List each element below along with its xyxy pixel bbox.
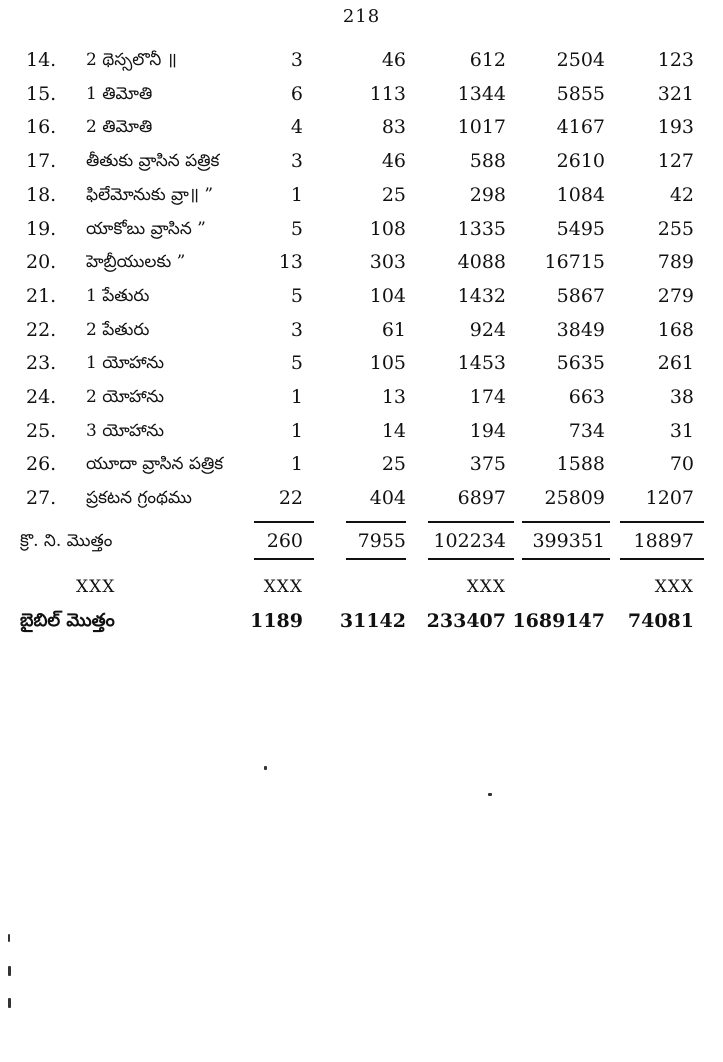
words: 1335 <box>457 217 506 240</box>
verses: 105 <box>369 352 406 375</box>
words: 1344 <box>457 82 506 105</box>
book-name: 1 యోహాను <box>86 353 165 374</box>
chapters: 3 <box>290 150 303 173</box>
table-row <box>0 178 723 212</box>
row-number: 18. <box>26 183 57 206</box>
subtotal-words: 102234 <box>433 530 506 552</box>
letters: 4167 <box>556 116 605 139</box>
words: 194 <box>469 419 506 442</box>
row-number: 25. <box>26 419 57 442</box>
grand-total-words: 233407 <box>426 610 506 632</box>
row-number: 15. <box>26 82 57 105</box>
subtotal-letters: 399351 <box>532 530 605 552</box>
lines: 127 <box>657 150 694 173</box>
letters: 1588 <box>556 453 605 476</box>
book-name: యూదా వ్రాసిన పత్రిక <box>86 454 224 475</box>
grand-total-chapters: 1189 <box>250 610 303 632</box>
rule-top-c4 <box>522 521 610 523</box>
letters: 3849 <box>556 318 605 341</box>
words: 298 <box>469 183 506 206</box>
letters: 25809 <box>544 487 605 510</box>
subtotal-row <box>0 524 723 558</box>
xxx-c1: XXX <box>263 577 303 597</box>
subtotal-chapters: 260 <box>266 530 303 552</box>
book-name: 3 యోహాను <box>86 420 165 441</box>
chapters: 5 <box>290 352 303 375</box>
letters: 663 <box>568 386 605 408</box>
subtotal-verses: 7955 <box>357 530 406 552</box>
row-number: 14. <box>26 49 57 71</box>
rule-bottom-c2 <box>346 558 406 560</box>
table-row <box>0 110 723 144</box>
words: 924 <box>469 318 506 341</box>
words: 1453 <box>457 352 506 375</box>
verses: 83 <box>381 116 406 139</box>
rule-bottom-c5 <box>620 558 704 560</box>
chapters: 1 <box>290 453 303 476</box>
grand-total-verses: 31142 <box>339 610 406 632</box>
grand-total-letters: 1689147 <box>512 610 605 632</box>
lines: 321 <box>657 82 694 105</box>
book-name: 1 పేతురు <box>86 285 150 306</box>
xxx-c5: XXX <box>654 577 694 597</box>
chapters: 13 <box>278 251 303 274</box>
scan-speck <box>264 766 267 770</box>
table-row <box>0 144 723 178</box>
subtotal-lines: 18897 <box>633 530 694 552</box>
chapters: 3 <box>290 318 303 341</box>
row-number: 16. <box>26 116 57 139</box>
row-number: 22. <box>26 318 57 341</box>
verses: 25 <box>381 453 406 476</box>
lines: 38 <box>669 386 694 408</box>
rule-top-c3 <box>428 521 514 523</box>
rule-top-c2 <box>346 521 406 523</box>
lines: 255 <box>657 217 694 240</box>
row-number: 21. <box>26 284 57 307</box>
scan-speck <box>488 793 492 796</box>
table-row <box>0 279 723 313</box>
grand-total-row <box>0 604 723 638</box>
row-number: 23. <box>26 352 57 375</box>
words: 1432 <box>457 284 506 307</box>
book-name: ఫిలేమోనుకు వ్రా॥ ” <box>86 184 214 205</box>
xxx-label: XXX <box>76 577 116 597</box>
book-name: 2 తిమోతి <box>86 117 153 138</box>
verses: 108 <box>369 217 406 240</box>
table-row <box>0 313 723 347</box>
verses: 13 <box>381 386 406 408</box>
letters: 5495 <box>556 217 605 240</box>
letters: 1084 <box>556 183 605 206</box>
verses: 25 <box>381 183 406 206</box>
lines: 42 <box>669 183 694 206</box>
row-number: 24. <box>26 386 57 408</box>
chapters: 3 <box>290 49 303 71</box>
letters: 734 <box>568 419 605 442</box>
verses: 61 <box>381 318 406 341</box>
chapters: 1 <box>290 419 303 442</box>
rule-bottom-c3 <box>428 558 514 560</box>
table-row <box>0 346 723 380</box>
verses: 113 <box>369 82 406 105</box>
verses: 46 <box>381 49 406 71</box>
words: 375 <box>469 453 506 476</box>
words: 612 <box>469 49 506 71</box>
lines: 279 <box>657 284 694 307</box>
book-name: 2 పేతురు <box>86 319 150 340</box>
xxx-c3: XXX <box>466 577 506 597</box>
letters: 5855 <box>556 82 605 105</box>
grand-total-lines: 74081 <box>627 610 694 632</box>
words: 174 <box>469 386 506 408</box>
table-row <box>0 414 723 448</box>
table-row <box>0 481 723 515</box>
page-number: 218 <box>342 6 381 27</box>
rule-top-c5 <box>620 521 704 523</box>
book-name: 2 థెస్సలొనీ ॥ <box>86 50 177 70</box>
chapters: 4 <box>290 116 303 139</box>
letters: 5867 <box>556 284 605 307</box>
letters: 2504 <box>556 49 605 71</box>
chapters: 5 <box>290 217 303 240</box>
book-name: హెబ్రీయులకు ” <box>86 252 186 273</box>
chapters: 5 <box>290 284 303 307</box>
chapters: 6 <box>290 82 303 105</box>
row-number: 20. <box>26 251 57 274</box>
lines: 789 <box>657 251 694 274</box>
words: 1017 <box>457 116 506 139</box>
rule-bottom-c1 <box>254 558 314 560</box>
lines: 261 <box>657 352 694 375</box>
lines: 193 <box>657 116 694 139</box>
verses: 46 <box>381 150 406 173</box>
grand-total-label: బైబిల్ మొత్తం <box>20 610 115 631</box>
verses: 104 <box>369 284 406 307</box>
table-row <box>0 245 723 279</box>
rule-top-c1 <box>254 521 314 523</box>
book-name: యాకోబు వ్రాసిన ” <box>86 218 206 239</box>
scan-speck <box>8 998 11 1008</box>
chapters: 1 <box>290 183 303 206</box>
table-row <box>0 447 723 481</box>
verses: 303 <box>369 251 406 274</box>
words: 588 <box>469 150 506 173</box>
subtotal-label: క్రొ. ని. మొత్తం <box>20 531 113 551</box>
table-row <box>0 43 723 77</box>
chapters: 22 <box>278 487 303 510</box>
row-number: 26. <box>26 453 57 476</box>
table-row <box>0 77 723 111</box>
table-row <box>0 212 723 246</box>
letters: 16715 <box>544 251 605 274</box>
book-name: తీతుకు వ్రాసిన పత్రిక <box>86 151 220 172</box>
book-name: 1 తిమోతి <box>86 83 153 104</box>
book-name: ప్రకటన గ్రంథము <box>86 488 192 509</box>
lines: 31 <box>669 419 694 442</box>
verses: 404 <box>369 487 406 510</box>
lines: 1207 <box>645 487 694 510</box>
rule-bottom-c4 <box>522 558 610 560</box>
letters: 5635 <box>556 352 605 375</box>
lines: 123 <box>657 49 694 71</box>
row-number: 17. <box>26 150 57 173</box>
words: 6897 <box>457 487 506 510</box>
lines: 168 <box>657 318 694 341</box>
words: 4088 <box>457 251 506 274</box>
book-name: 2 యోహాను <box>86 387 165 407</box>
xxx-row <box>0 570 723 604</box>
row-number: 19. <box>26 217 57 240</box>
scan-speck <box>8 934 10 942</box>
scan-speck <box>8 966 11 976</box>
lines: 70 <box>669 453 694 476</box>
letters: 2610 <box>556 150 605 173</box>
verses: 14 <box>381 419 406 442</box>
table-row <box>0 380 723 414</box>
row-number: 27. <box>26 487 57 510</box>
chapters: 1 <box>290 386 303 408</box>
